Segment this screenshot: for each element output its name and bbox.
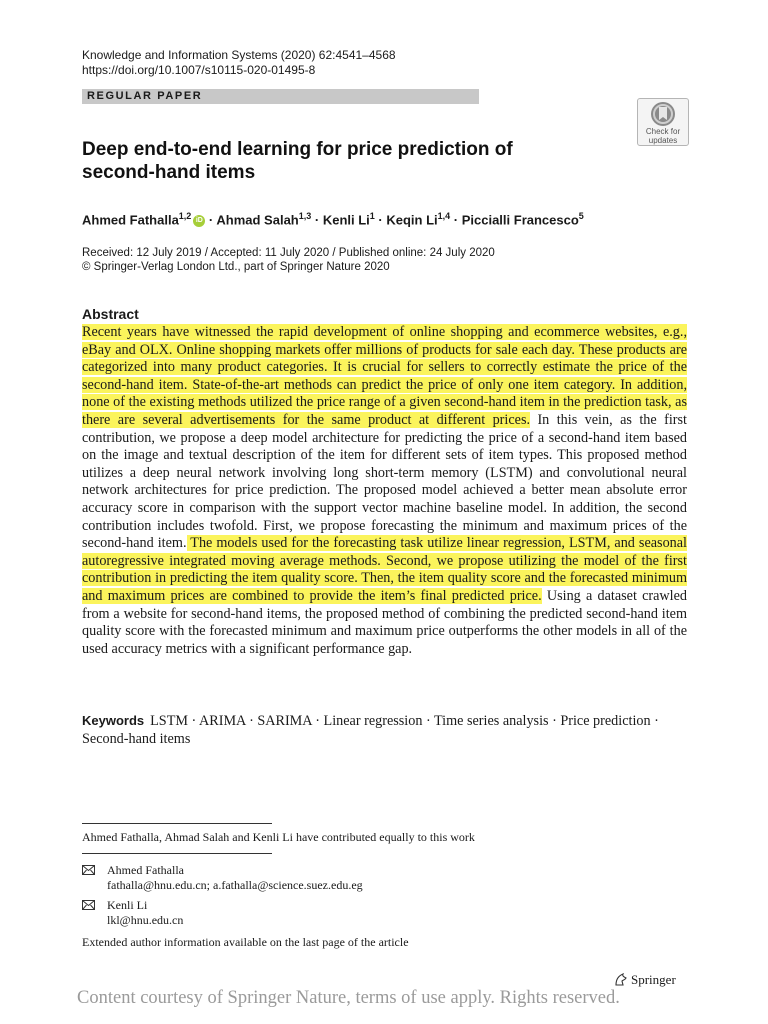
extended-author-info: Extended author information available on the last page of the article [82, 935, 409, 949]
paper-type-label: REGULAR PAPER [82, 89, 479, 104]
author-name[interactable]: Keqin Li [386, 212, 438, 228]
badge-line-1: Check for [645, 127, 681, 136]
author-list [82, 207, 584, 229]
author-separator: · [450, 212, 462, 228]
contact-entry [82, 863, 363, 893]
badge-line-2: updates [648, 136, 678, 145]
publisher-name: Springer [631, 972, 676, 987]
contact-email[interactable]: fathalla@hnu.edu.cn; a.fathalla@science.suez.edu.eg [107, 878, 363, 892]
highlighted-text[interactable]: The models used for the forecasting task utilize linear regression, LSTM, and seasonal autoregressive integrated moving average methods. Second, we propose utilizing the model of the first contribution in predicting the item quality score. Then, the item quality score and the forecasted minimum and maximum prices are combined to provide the item’s final predicted price. [82, 535, 687, 604]
envelope-icon [82, 900, 95, 910]
keywords-text: LSTM · ARIMA · SARIMA · Linear regression · Time series analysis · Price prediction · Second-hand items [82, 713, 659, 747]
author-separator: · [205, 212, 217, 228]
abstract-heading: Abstract [82, 306, 139, 322]
abstract-body [82, 324, 687, 658]
footnote-divider [82, 853, 272, 854]
author-name[interactable]: Ahmad Salah [216, 212, 299, 228]
publisher-logo [614, 972, 676, 988]
author-separator: · [311, 212, 323, 228]
paper-title: Deep end-to-end learning for price prediction of second-hand items [82, 139, 513, 183]
publication-dates: Received: 12 July 2019 / Accepted: 11 July 2020 / Published online: 24 July 2020 [82, 247, 495, 259]
author-affiliation: 1,4 [437, 211, 451, 221]
keywords [82, 712, 687, 748]
author-affiliation: 1 [369, 211, 375, 221]
check-for-updates-badge[interactable] [637, 98, 689, 146]
author-affiliation: 1,3 [298, 211, 312, 221]
contact-name: Kenli Li [107, 898, 148, 912]
copyright-notice: © Springer-Verlag London Ltd., part of Springer Nature 2020 [82, 261, 390, 273]
envelope-icon [82, 865, 95, 875]
abstract-text: Using a dataset crawled from a website for second-hand items, the proposed method of combining the predicted second-hand item quality score with the forecasted minimum and maximum price outperforms the other models in all of the used accuracy metrics with a significant performance gap. [82, 587, 687, 657]
contact-email[interactable]: lkl@hnu.edu.cn [107, 913, 184, 927]
author-affiliation: 5 [578, 211, 584, 221]
author-affiliation: 1,2 [178, 211, 192, 221]
contact-entry [82, 898, 183, 928]
highlighted-text[interactable]: Recent years have witnessed the rapid development of online shopping and ecommerce websites, e.g., eBay and OLX. Online shopping markets offer millions of products for sale each day. These products are categorized into many product categories. It is crucial for sellers to correctly estimate the price of the second-hand item. State-of-the-art methods can predict the price of only one item category. In addition, none of the existing methods utilized the price range of a given second-hand item in the prediction task, as there are several advertisements for the same product at different prices. [82, 324, 687, 428]
orcid-icon[interactable]: iD [193, 215, 205, 227]
bookmark-icon [650, 101, 676, 127]
contact-name: Ahmed Fathalla [107, 863, 184, 877]
author-name[interactable]: Piccialli Francesco [461, 212, 579, 228]
author-name[interactable]: Kenli Li [322, 212, 370, 228]
abstract-text: In this vein, as the first contribution, we propose a deep model architecture for predicting the price of a second-hand item based on the image and textual description of the item for different sets of item types. This proposed method utilizes a deep neural network involving long short-term memory (LSTM) and convolutional neural network architectures for price prediction. The proposed model achieved a better mean absolute error accuracy score in comparison with the support vector machine baseline model. In addition, the second contribution includes twofold. First, we propose forecasting the minimum and maximum prices of the second-hand item. [82, 411, 687, 552]
courtesy-watermark: Content courtesy of Springer Nature, terms of use apply. Rights reserved. [77, 988, 620, 1008]
keywords-label: Keywords [82, 713, 145, 728]
footnote-divider [82, 823, 272, 824]
springer-horse-icon [614, 973, 628, 986]
journal-citation: Knowledge and Information Systems (2020) 62:4541–4568 [82, 48, 396, 62]
contribution-note: Ahmed Fathalla, Ahmad Salah and Kenli Li have contributed equally to this work [82, 830, 475, 844]
author-separator: · [374, 212, 387, 228]
doi-link[interactable]: https://doi.org/10.1007/s10115-020-01495-8 [82, 63, 316, 77]
author-name[interactable]: Ahmed Fathalla [82, 212, 179, 228]
